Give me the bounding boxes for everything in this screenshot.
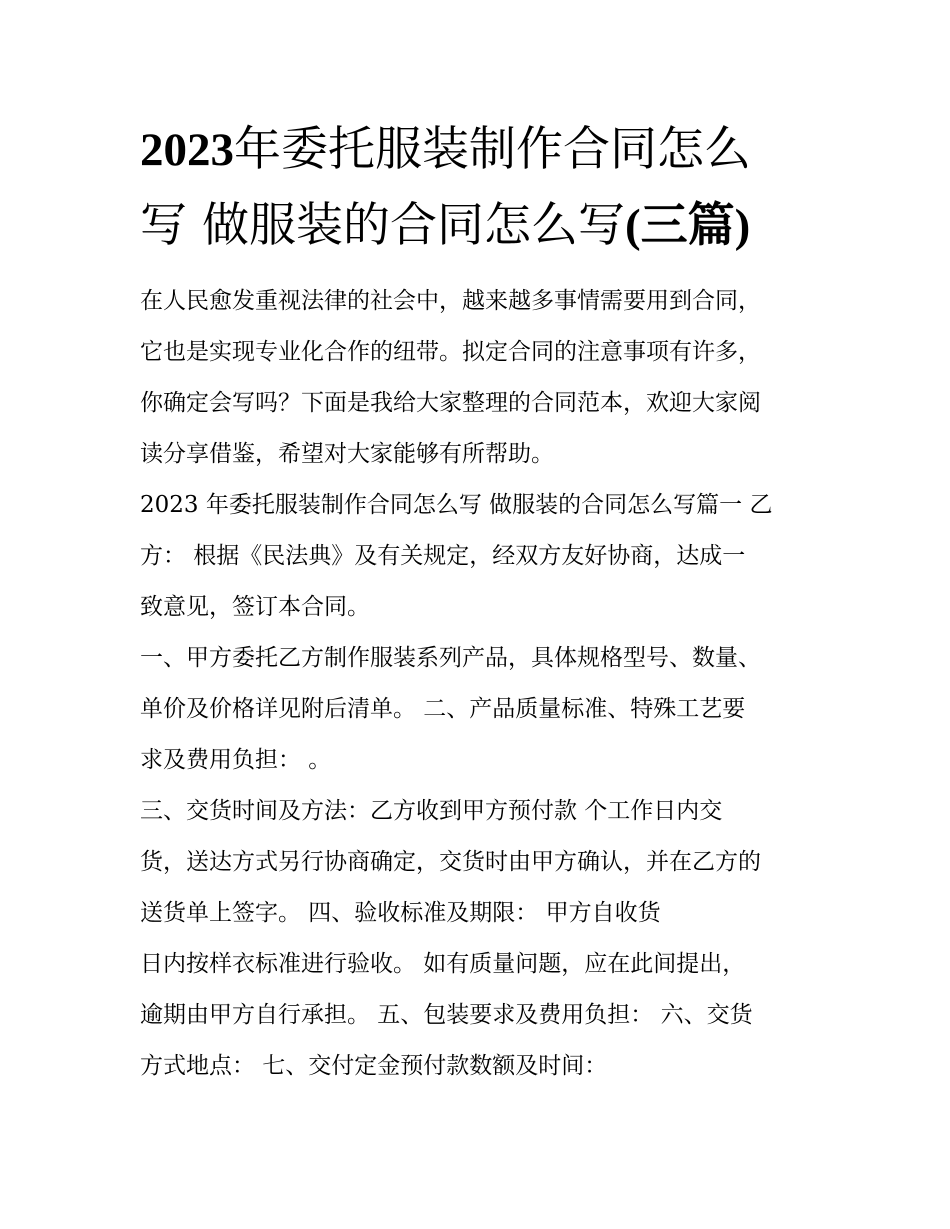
body-line: 求及费用负担： 。	[140, 747, 332, 773]
body-line: 日内按样衣标准进行验收。 如有质量问题，应在此间提出，	[140, 951, 746, 977]
body-line: 致意见，签订本合同。	[140, 594, 370, 620]
body-line: 读分享借鉴，希望对大家能够有所帮助。	[140, 441, 554, 467]
body-line: 逾期由甲方自行承担。 五、包装要求及费用负担： 六、交货	[140, 1002, 753, 1028]
document-title	[140, 112, 820, 264]
title-year: 2023	[140, 124, 234, 176]
body-line: 2023 年委托服装制作合同怎么写 做服装的合同怎么写篇一 乙	[140, 492, 773, 518]
body-line: 货，送达方式另行协商确定，交货时由甲方确认，并在乙方的	[140, 849, 761, 875]
body-line: 单价及价格详见附后清单。 二、产品质量标准、特殊工艺要	[140, 696, 746, 722]
body-line: 方式地点： 七、交付定金预付款数额及时间：	[140, 1053, 608, 1079]
title-line2-text: 写 做服装的合同怎么写	[140, 198, 625, 253]
body-line: 在人民愈发重视法律的社会中，越来越多事情需要用到合同，	[140, 288, 761, 314]
title-paren: (三篇)	[624, 200, 751, 252]
body-line: 方： 根据《民法典》及有关规定，经双方友好协商，达成一	[140, 543, 746, 569]
body-line: 一、甲方委托乙方制作服装系列产品，具体规格型号、数量、	[140, 645, 761, 671]
body-line: 三、交货时间及方法：乙方收到甲方预付款 个工作日内交	[140, 798, 723, 824]
body-line: 你确定会写吗？下面是我给大家整理的合同范本，欢迎大家阅	[140, 390, 761, 416]
title-line1-text: 年委托服装制作合同怎么	[234, 122, 751, 177]
body-line: 它也是实现专业化合作的纽带。拟定合同的注意事项有许多，	[140, 339, 761, 365]
body-line: 送货单上签字。 四、验收标准及期限： 甲方自收货	[140, 900, 661, 926]
